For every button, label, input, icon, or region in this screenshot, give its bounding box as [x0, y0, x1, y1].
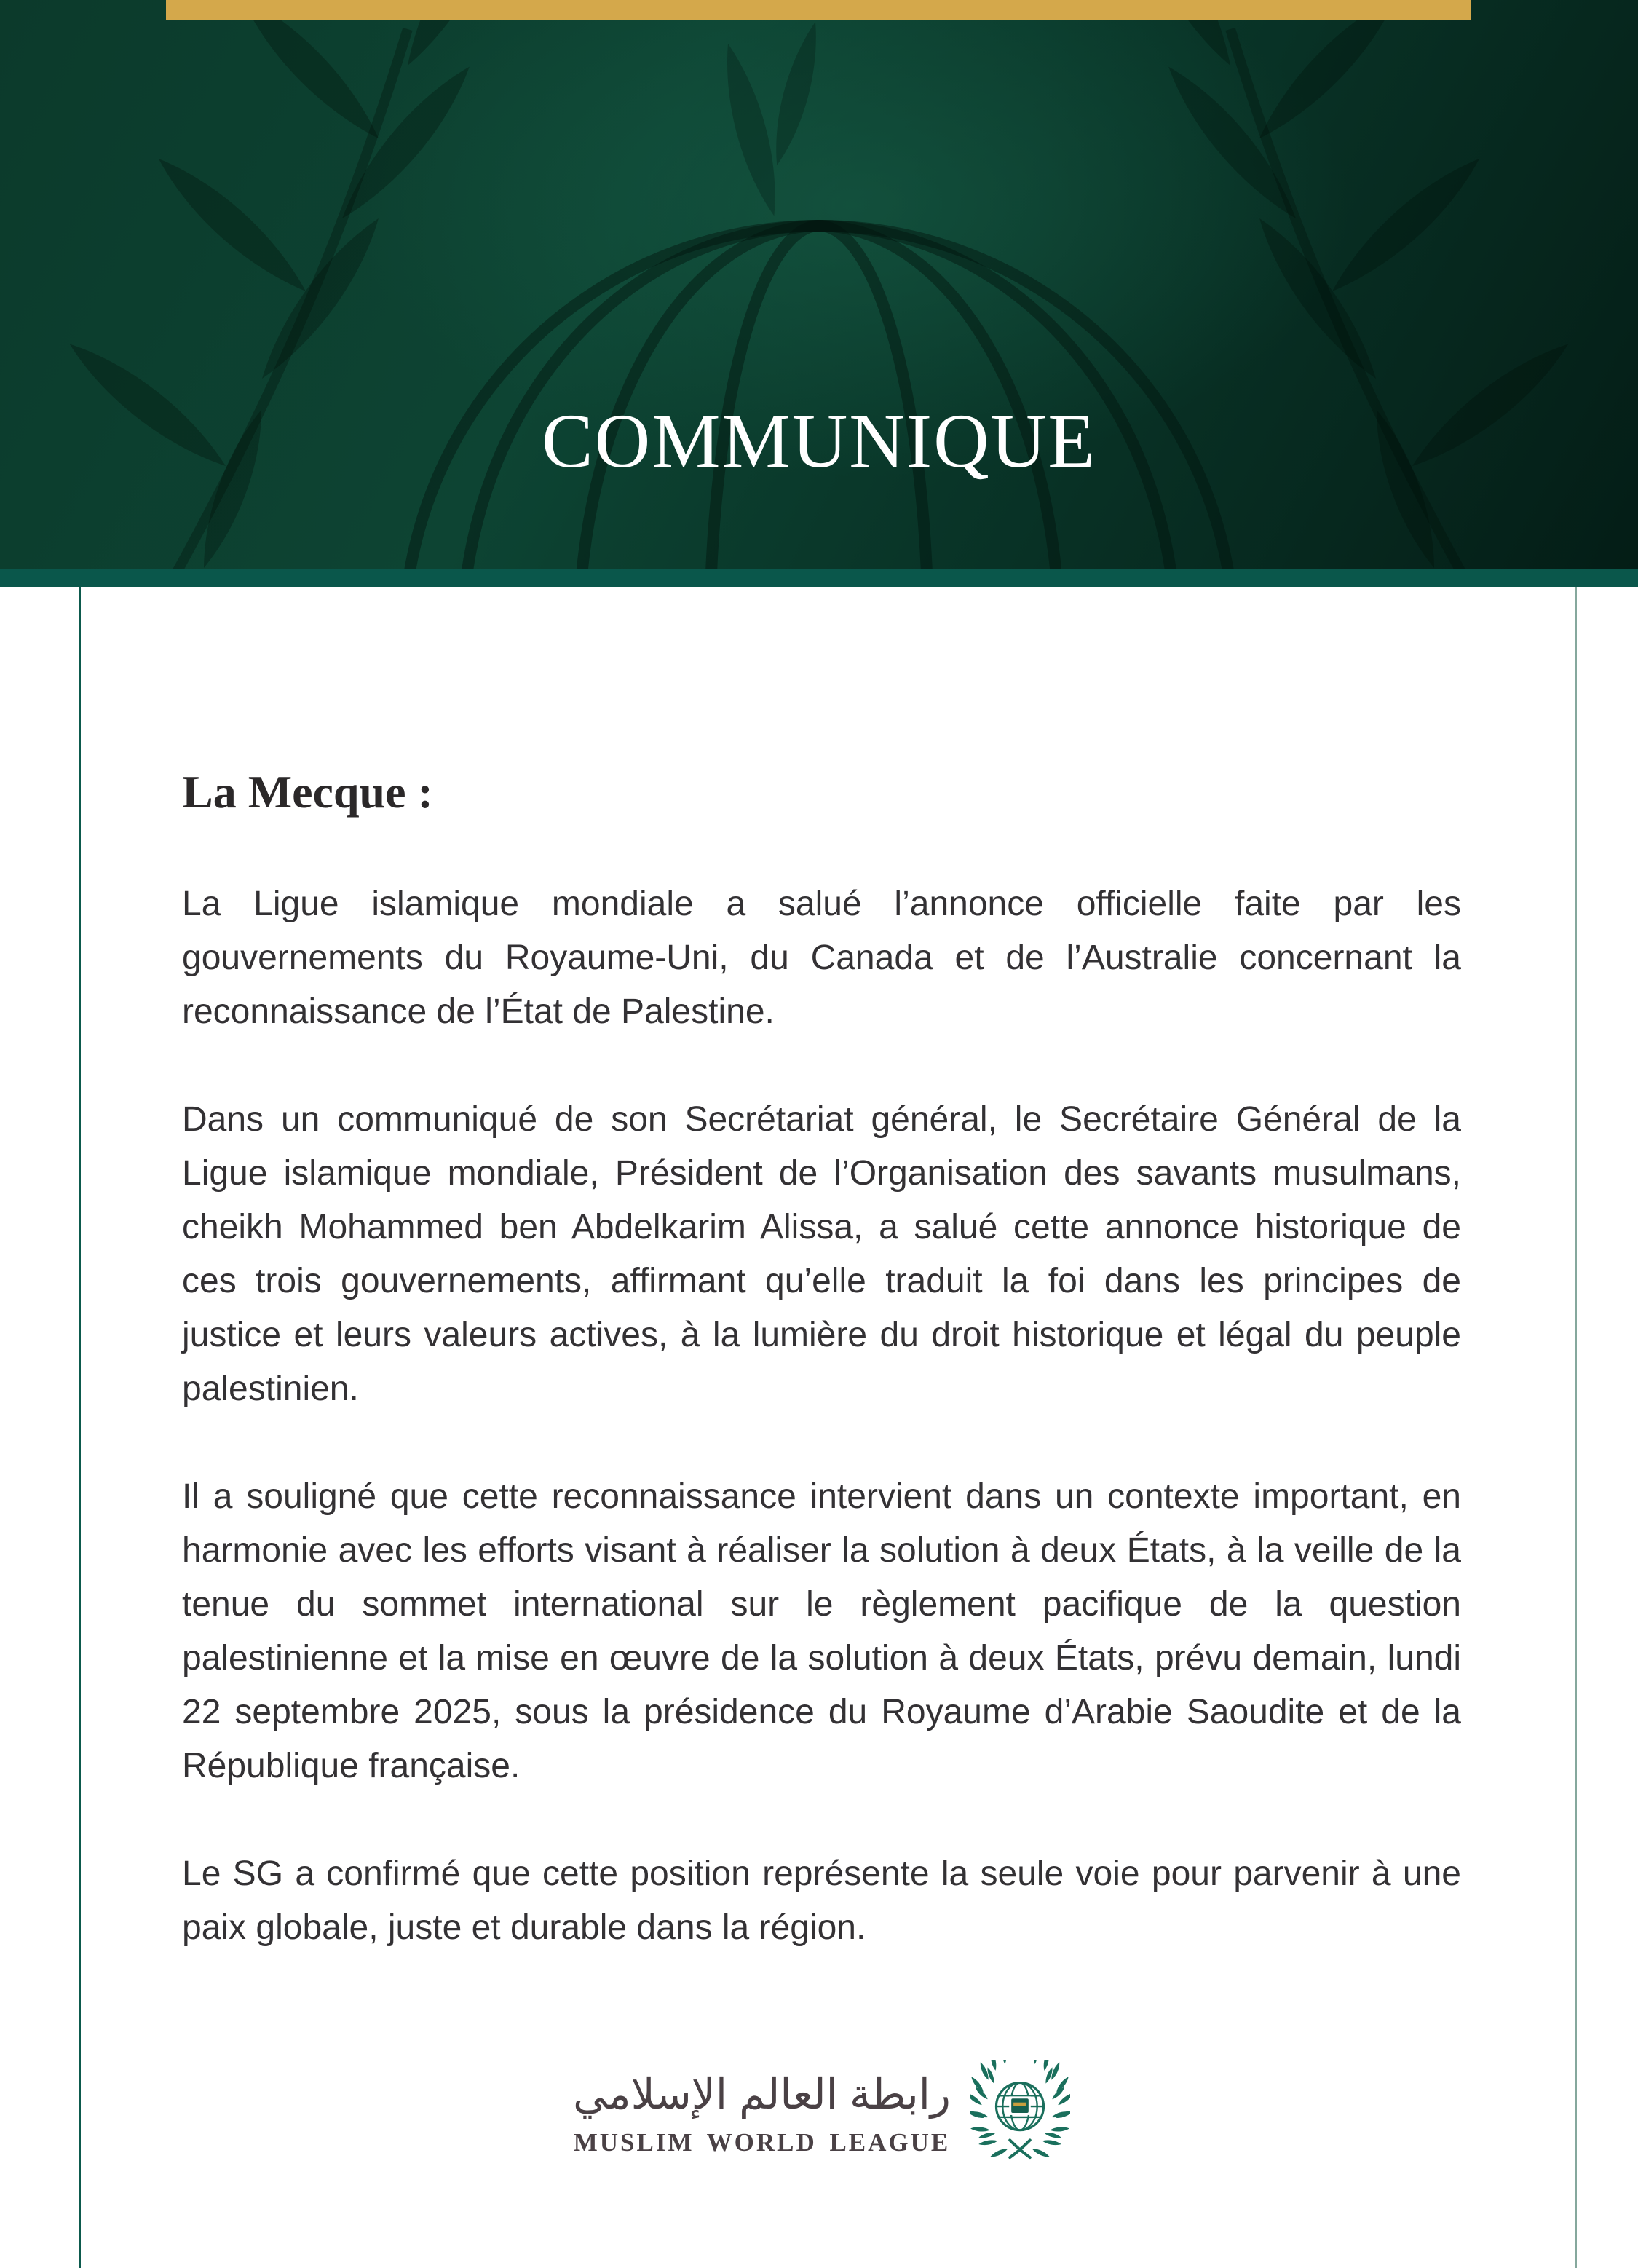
globe-arcs-decoration	[404, 226, 1234, 569]
communique-paragraph-1: La Ligue islamique mondiale a salué l’annonce officielle faite par les gouvernements du Royaume-Uni, du Canada et de l’Australie concernant la reconnaissance de l’État de Palestine.	[182, 885, 1461, 1031]
page-title: COMMUNIQUE	[542, 398, 1096, 483]
communique-paragraph-2: Dans un communiqué de son Secrétariat général, le Secrétaire Général de la Ligue islamique mondiale, Président de l’Organisation des savants musulmans, cheikh Mohammed ben Abdelkarim Alissa, a salué cette annonce historique de ces trois gouvernements, affirmant qu’elle traduit la foi dans les principes de justice et leurs valeurs actives, à la lumière du droit historique et légal du peuple palestinien.	[182, 1100, 1461, 1408]
olive-branch-right-decoration	[1117, 0, 1579, 569]
olive-branch-left-decoration	[60, 0, 521, 569]
communique-paragraph-4: Le SG a confirmé que cette position représente la seule voie pour parvenir à une paix globale, juste et durable dans la région.	[182, 1854, 1461, 1947]
right-rule-line	[1575, 587, 1577, 2268]
gold-accent-bar	[166, 0, 1471, 20]
mwl-logo	[182, 2060, 1461, 2164]
dateline-heading: La Mecque :	[182, 766, 433, 818]
teal-divider-band	[0, 569, 1638, 587]
left-rule-line	[79, 587, 81, 2268]
kaaba-icon	[1009, 2096, 1031, 2115]
logo-text-block	[573, 2067, 951, 2157]
content-area	[0, 587, 1638, 2268]
communique-paragraph-3: Il a souligné que cette reconnaissance intervient dans un contexte important, en harmonie avec les efforts visant à réaliser la solution à deux États, à la veille de la tenue du sommet international sur le règlement pacifique de la question palestinienne et la mise en œuvre de la solution à deux États, prévu demain, lundi 22 septembre 2025, sous la présidence du Royaume d’Arabie Saoudite et de la République française.	[182, 1477, 1461, 1785]
header-background-decoration	[0, 0, 1638, 569]
logo-arabic-calligraphy: رابطة العالم الإسلامي	[573, 2071, 951, 2119]
wreath-crossed-stems	[1010, 2140, 1030, 2157]
olive-leaf-cluster-decoration	[713, 19, 827, 220]
hero-header	[0, 0, 1638, 569]
text-column	[0, 587, 1638, 2164]
logo-wordmark: MUSLIM WORLD LEAGUE	[573, 2127, 951, 2157]
laurel-wreath-globe-icon	[970, 2060, 1070, 2164]
